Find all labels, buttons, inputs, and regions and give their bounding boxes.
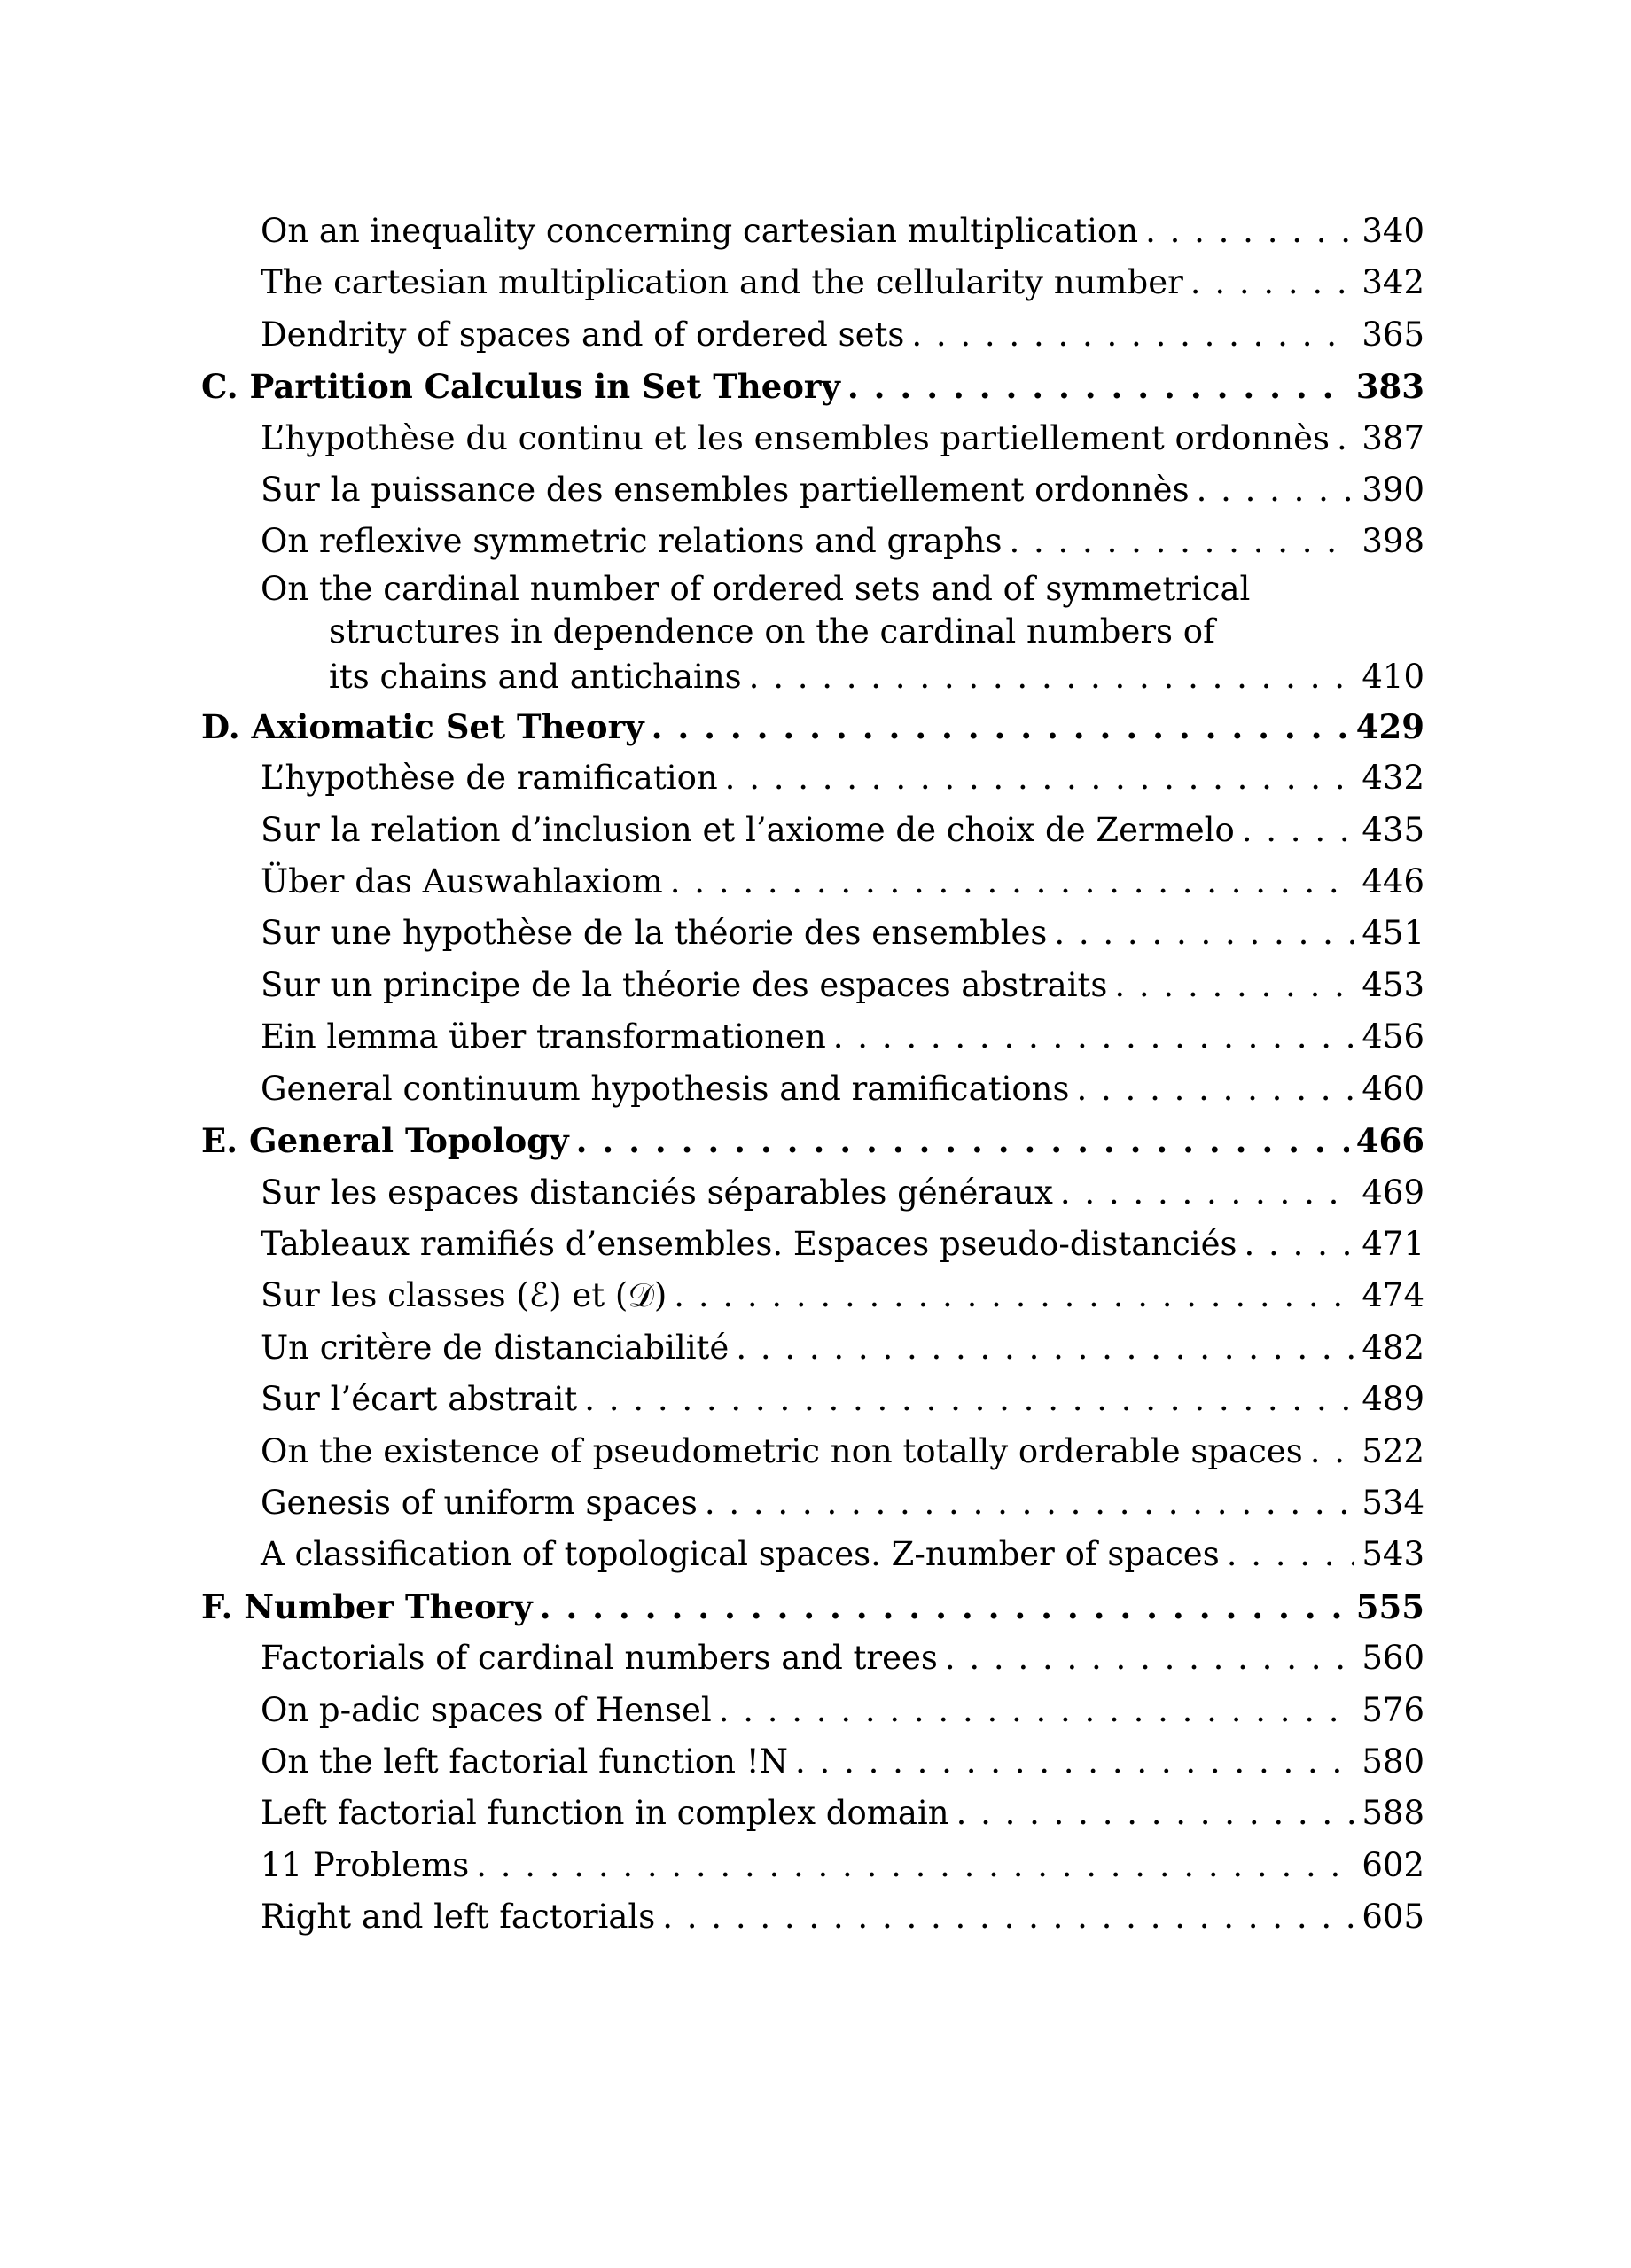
entry-title: Sur une hypothèse de la théorie des ensembles (261, 914, 1048, 953)
toc-entry (201, 1426, 1424, 1477)
leader-dots (476, 1840, 1354, 1891)
entry-title: Über das Auswahlaxiom (261, 862, 663, 901)
entry-title: Tableaux ramifiés d’ensembles. Espaces pseudo-distanciés (261, 1224, 1237, 1263)
toc-entry (201, 1685, 1424, 1736)
toc-entry (201, 1011, 1424, 1063)
leader-dots (1009, 516, 1354, 567)
entry-title: Factorials of cardinal numbers and trees (261, 1639, 938, 1678)
entry-title: Sur l’écart abstrait (261, 1380, 578, 1419)
toc-entry (201, 1840, 1424, 1891)
section-page: 555 (1355, 1586, 1424, 1626)
leader-dots (1245, 1219, 1355, 1270)
entry-page: 560 (1362, 1639, 1424, 1678)
entry-page: 432 (1362, 759, 1424, 798)
toc-entry (201, 1219, 1424, 1270)
leader-dots (847, 361, 1349, 412)
entry-title: The cartesian multiplication and the cellularity number (261, 263, 1183, 302)
section-title: D. Axiomatic Set Theory (201, 706, 644, 746)
leader-dots (749, 653, 1355, 701)
entry-title: On reflexive symmetric relations and graphs (261, 522, 1003, 561)
entry-title: Sur la relation d’inclusion et l’axiome de choix de Zermelo (261, 810, 1235, 849)
leader-dots (795, 1736, 1354, 1788)
entry-title: General continuum hypothesis and ramifications (261, 1069, 1070, 1108)
entry-title: L’hypothèse du continu et les ensembles partiellement ordonnès (261, 418, 1330, 457)
entry-title: On the left factorial function !N (261, 1742, 789, 1781)
entry-page: 446 (1362, 862, 1424, 901)
entry-page: 543 (1362, 1535, 1424, 1574)
entry-title: A classification of topological spaces. Z-number of spaces (261, 1535, 1220, 1574)
entry-page: 605 (1362, 1898, 1424, 1937)
entry-page: 474 (1362, 1276, 1424, 1315)
leader-dots (662, 1891, 1354, 1943)
entry-title: Un critère de distanciabilité (261, 1328, 730, 1367)
entry-page: 460 (1362, 1069, 1424, 1108)
entry-page: 387 (1362, 418, 1424, 457)
leader-dots (736, 1322, 1354, 1374)
leader-dots (1242, 805, 1355, 856)
entry-page: 435 (1362, 810, 1424, 849)
entry-title: Sur les classes (ℰ) et (𝒟) (261, 1276, 667, 1315)
leader-dots (1197, 464, 1355, 516)
entry-title: 11 Problems (261, 1845, 470, 1884)
section-title: F. Number Theory (201, 1586, 533, 1626)
toc-entry (201, 206, 1424, 257)
entry-title: On the existence of pseudometric non totally orderable spaces (261, 1431, 1303, 1470)
section-page: 429 (1355, 706, 1424, 746)
toc-entry (201, 1374, 1424, 1425)
section-heading (201, 361, 1424, 412)
leader-dots (911, 309, 1354, 361)
leader-dots (1054, 908, 1354, 959)
entry-page: 340 (1362, 212, 1424, 250)
leader-dots (956, 1788, 1355, 1839)
toc-entry (201, 908, 1424, 959)
leader-dots (1190, 257, 1355, 308)
toc-entry (201, 1477, 1424, 1529)
leader-dots (540, 1581, 1349, 1633)
table-of-contents (201, 206, 1424, 1944)
entry-page: 534 (1362, 1483, 1424, 1522)
entry-title: Genesis of uniform spaces (261, 1483, 698, 1522)
entry-page: 365 (1362, 315, 1424, 354)
leader-dots (1077, 1064, 1355, 1115)
toc-entry (201, 413, 1424, 464)
leader-dots (674, 1270, 1354, 1321)
toc-entry (201, 856, 1424, 908)
toc-entry-multiline (201, 568, 1424, 701)
entry-page: 469 (1362, 1173, 1424, 1212)
toc-entry (201, 752, 1424, 804)
entry-title: Ein lemma über transformationen (261, 1017, 826, 1056)
toc-entry (201, 309, 1424, 361)
toc-entry (201, 1633, 1424, 1684)
entry-page: 576 (1362, 1690, 1424, 1729)
entry-title: Sur un principe de la théorie des espaces abstraits (261, 965, 1108, 1004)
toc-entry (201, 805, 1424, 856)
entry-page: 390 (1362, 471, 1424, 510)
toc-entry (201, 960, 1424, 1011)
section-title: C. Partition Calculus in Set Theory (201, 367, 840, 407)
leader-dots (1337, 413, 1354, 464)
leader-dots (576, 1115, 1349, 1166)
toc-entry (201, 464, 1424, 516)
entry-title: Left factorial function in complex domain (261, 1794, 949, 1833)
toc-entry (201, 1891, 1424, 1943)
leader-dots (719, 1685, 1355, 1736)
entry-page: 522 (1362, 1431, 1424, 1470)
toc-entry (201, 1788, 1424, 1839)
toc-entry (201, 1064, 1424, 1115)
section-heading (201, 1115, 1424, 1166)
entry-title: L’hypothèse de ramification (261, 759, 718, 798)
leader-dots (670, 856, 1355, 908)
toc-entry (201, 1322, 1424, 1374)
entry-title: Sur la puissance des ensembles partiellement ordonnès (261, 471, 1190, 510)
entry-page: 588 (1362, 1794, 1424, 1833)
entry-page: 471 (1362, 1224, 1424, 1263)
leader-dots (945, 1633, 1354, 1684)
entry-page: 580 (1362, 1742, 1424, 1781)
section-title: E. General Topology (201, 1121, 569, 1161)
toc-entry (201, 1270, 1424, 1321)
section-page: 466 (1355, 1121, 1424, 1161)
leader-dots (1145, 206, 1354, 257)
entry-page: 482 (1362, 1328, 1424, 1367)
entry-page: 398 (1362, 522, 1424, 561)
section-page: 383 (1355, 367, 1424, 407)
entry-title: On p-adic spaces of Hensel (261, 1690, 712, 1729)
section-heading (201, 701, 1424, 752)
entry-title-line-3: its chains and antichains (329, 657, 742, 696)
toc-entry (201, 1736, 1424, 1788)
leader-dots (1060, 1167, 1355, 1219)
toc-entry (201, 257, 1424, 308)
entry-title: Sur les espaces distanciés séparables généraux (261, 1173, 1053, 1212)
entry-title-line-1: On the cardinal number of ordered sets and of symmetrical (261, 569, 1251, 608)
leader-dots (584, 1374, 1354, 1425)
entry-title: Right and left factorials (261, 1898, 656, 1937)
toc-entry (201, 516, 1424, 567)
leader-dots (833, 1011, 1355, 1063)
leader-dots (652, 701, 1349, 752)
entry-title: On an inequality concerning cartesian multiplication (261, 212, 1139, 250)
entry-page: 489 (1362, 1380, 1424, 1419)
toc-entry (201, 1167, 1424, 1219)
entry-title-line-3-row (261, 653, 1424, 701)
entry-page: 602 (1362, 1845, 1424, 1884)
entry-page: 456 (1362, 1017, 1424, 1056)
leader-dots (1114, 960, 1354, 1011)
section-heading (201, 1581, 1424, 1633)
leader-dots (1310, 1426, 1355, 1477)
entry-title-line-2: structures in dependence on the cardinal numbers of (329, 612, 1215, 651)
entry-page: 342 (1362, 263, 1424, 302)
toc-entry (201, 1529, 1424, 1580)
entry-page: 410 (1362, 657, 1424, 696)
entry-page: 451 (1362, 914, 1424, 953)
entry-page: 453 (1362, 965, 1424, 1004)
entry-title: Dendrity of spaces and of ordered sets (261, 315, 905, 354)
leader-dots (725, 752, 1355, 804)
leader-dots (1227, 1529, 1355, 1580)
leader-dots (705, 1477, 1355, 1529)
